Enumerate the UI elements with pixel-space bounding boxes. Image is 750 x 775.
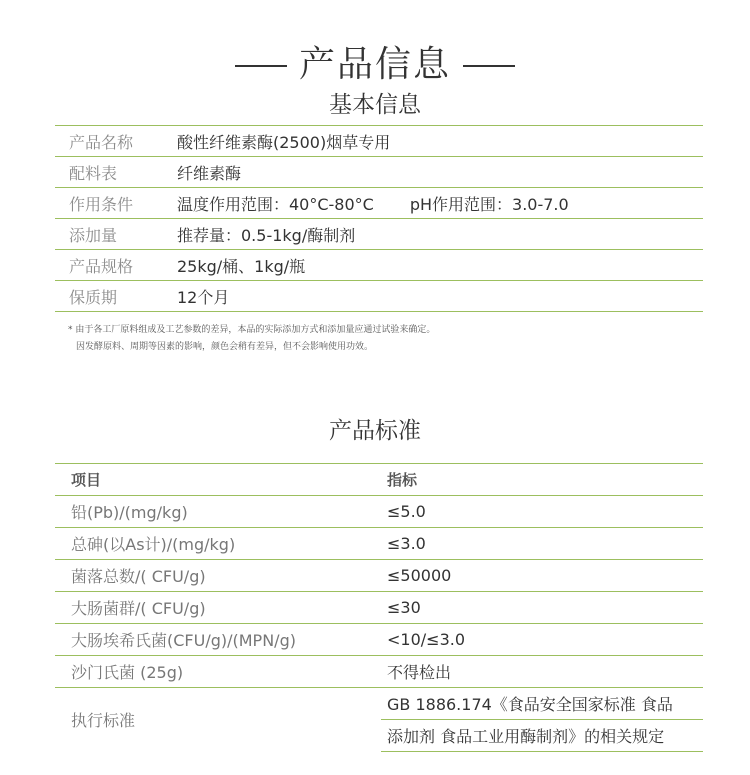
table-row <box>55 560 703 592</box>
row-key: 添加量 <box>55 219 177 250</box>
table-row <box>55 188 703 219</box>
exec-standard-line: 添加剂 食品工业用酶制剂》的相关规定 <box>381 720 703 752</box>
header-item: 项目 <box>55 464 381 496</box>
row-value: 纤维素酶 <box>177 157 703 188</box>
row-value: <10/≤3.0 <box>381 624 703 656</box>
table-row <box>55 126 703 157</box>
table-row <box>55 496 703 528</box>
page-title <box>0 36 750 87</box>
row-item: 大肠埃希氏菌(CFU/g)/(MPN/g) <box>55 624 381 656</box>
ph-range: pH作用范围：3.0-7.0 <box>409 194 569 214</box>
product-standard-title: 产品标准 <box>329 418 421 444</box>
basic-info-table <box>55 125 703 312</box>
table-row <box>55 250 703 281</box>
footnote-line: * 由于各工厂原料组成及工艺参数的差异，本品的实际添加方式和添加量应通过试验来确定。 <box>68 325 436 335</box>
page-title-text: 产品信息 <box>298 44 451 85</box>
row-key: 产品规格 <box>55 250 177 281</box>
title-dash-left <box>235 65 287 67</box>
header-index: 指标 <box>381 464 703 496</box>
row-item: 大肠菌群/( CFU/g) <box>55 592 381 624</box>
row-value <box>177 188 703 219</box>
product-standard-table <box>55 463 703 752</box>
table-row <box>55 656 703 688</box>
row-item: 执行标准 <box>55 688 381 752</box>
row-key: 作用条件 <box>55 188 177 219</box>
row-item: 总砷(以As计)/(mg/kg) <box>55 528 381 560</box>
temperature-range: 温度作用范围：40°C-80°C <box>177 194 374 214</box>
row-value: ≤3.0 <box>381 528 703 560</box>
row-item: 菌落总数/( CFU/g) <box>55 560 381 592</box>
table-header-row <box>55 464 703 496</box>
table-row <box>55 592 703 624</box>
exec-standard-line: GB 1886.174《食品安全国家标准 食品 <box>381 688 703 720</box>
table-row <box>55 157 703 188</box>
row-value: ≤30 <box>381 592 703 624</box>
title-dash-right <box>463 65 515 67</box>
table-row <box>55 688 703 720</box>
row-value: 25kg/桶、1kg/瓶 <box>177 250 703 281</box>
table-row <box>55 219 703 250</box>
footnote-line: 因发酵原料、周期等因素的影响，颜色会稍有差异，但不会影响使用功效。 <box>76 342 374 352</box>
row-value: 酸性纤维素酶(2500)烟草专用 <box>177 126 703 157</box>
row-key: 保质期 <box>55 281 177 312</box>
row-value: 不得检出 <box>381 656 703 688</box>
row-item: 铅(Pb)/(mg/kg) <box>55 496 381 528</box>
table-row <box>55 624 703 656</box>
row-key: 配料表 <box>55 157 177 188</box>
row-item: 沙门氏菌 (25g) <box>55 656 381 688</box>
row-value: 推荐量：0.5-1kg/酶制剂 <box>177 219 703 250</box>
row-value: ≤5.0 <box>381 496 703 528</box>
footnote <box>68 322 435 356</box>
table-row <box>55 528 703 560</box>
basic-info-title: 基本信息 <box>329 92 421 118</box>
row-key: 产品名称 <box>55 126 177 157</box>
table-row <box>55 281 703 312</box>
row-value: ≤50000 <box>381 560 703 592</box>
row-value: 12个月 <box>177 281 703 312</box>
